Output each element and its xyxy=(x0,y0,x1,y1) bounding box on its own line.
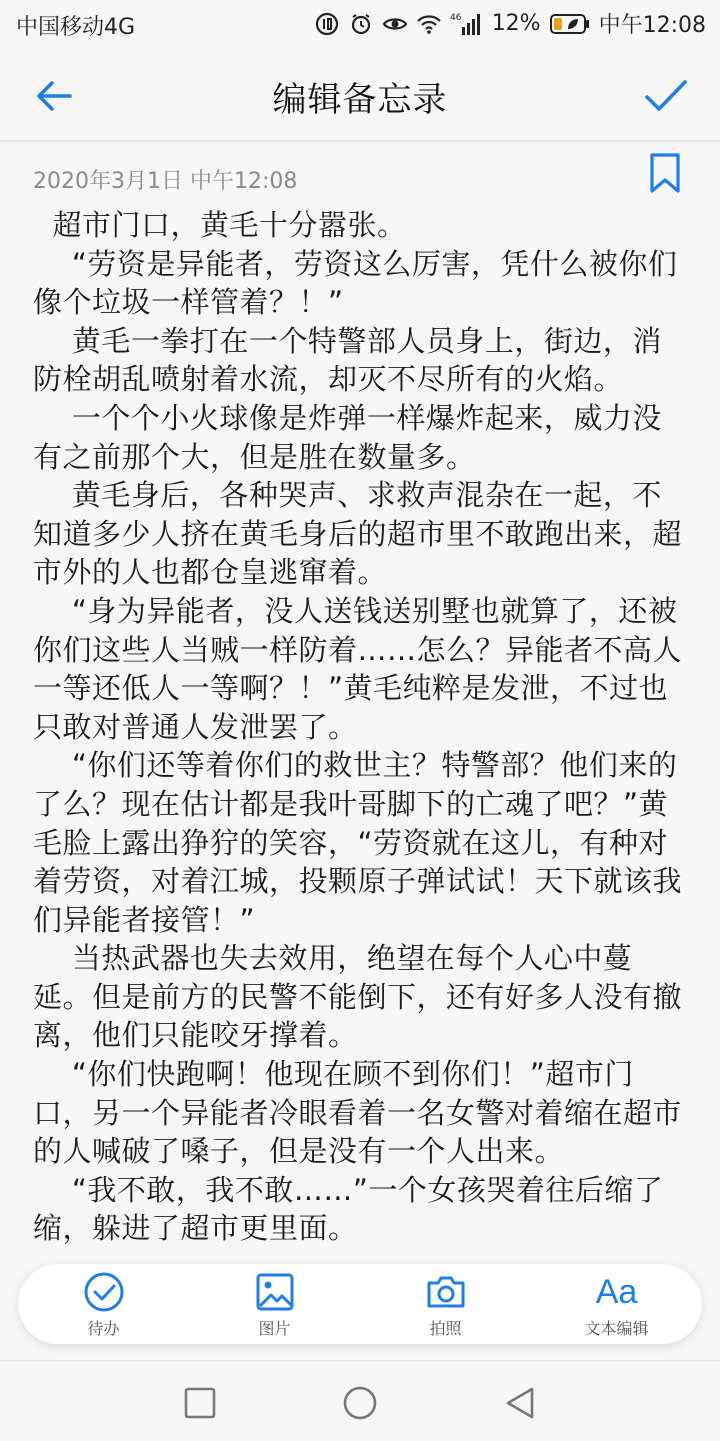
bottom-toolbar xyxy=(18,1264,702,1344)
home-button[interactable] xyxy=(340,1383,380,1423)
confirm-button[interactable] xyxy=(642,72,690,120)
carrier-label: 中国移动4G xyxy=(16,15,136,40)
alarm-icon xyxy=(348,11,374,37)
status-bar xyxy=(0,0,720,48)
check-icon xyxy=(642,72,690,120)
note-editor[interactable] xyxy=(0,142,720,1360)
bookmark-icon xyxy=(648,152,682,194)
eye-comfort-icon xyxy=(382,11,408,37)
text-format-icon: Aa xyxy=(595,1272,638,1311)
battery-icon xyxy=(549,11,591,37)
battery-percent: 12% xyxy=(491,11,541,36)
triangle-back-icon xyxy=(500,1383,540,1423)
note-timestamp: 2020年3月1日 中午12:08 xyxy=(33,169,298,194)
photo-button[interactable] xyxy=(386,1270,506,1339)
photo-label: 拍照 xyxy=(429,1318,462,1338)
recent-apps-button[interactable] xyxy=(180,1383,220,1423)
todo-button[interactable] xyxy=(44,1270,164,1339)
signal-icon xyxy=(450,11,484,37)
system-nav-bar xyxy=(0,1360,720,1441)
title-bar xyxy=(0,48,720,140)
text-edit-button[interactable] xyxy=(557,1270,677,1339)
todo-label: 待办 xyxy=(87,1318,120,1338)
square-icon xyxy=(180,1383,220,1423)
image-button[interactable] xyxy=(215,1270,335,1339)
status-icons xyxy=(314,8,706,39)
note-content[interactable]: 超市门口，黄毛十分嚣张。 “劳资是异能者，劳资这么厉害，凭什么被你们像个垃圾一样管着？！” 黄毛一拳打在一个特警部人员身上，街边，消防栓胡乱喷射着水流，却灭不尽所有的火焰。 一个个小火球像是炸弹一样爆炸起来，威力没有之前那个大，但是胜在数量多。 黄毛身后，各种哭声、求救声混杂在一起，不知道多少人挤在黄毛身后的超市里不敢跑出来，超市外的人也都仓皇逃窜着。 “身为异能者，没人送钱送别墅也就算了，还被你们这些人当贼一样防着……怎么？异能者不高人一等还低人一等啊？！”黄毛纯粹是发泄，不过也只敢对普通人发泄罢了。 “你们还等着你们的救世主？特警部？他们来的了么？现在估计都是我叶哥脚下的亡魂了吧？”黄毛脸上露出狰狞的笑容，“劳资就在这儿，有种对着劳资，对着江城，投颗原子弹试试！天下就该我们异能者接管！” 当热武器也失去效用，绝望在每个人心中蔓延。但是前方的民警不能倒下，还有好多人没有撤离，他们只能咬牙撑着。 “你们快跑啊！他现在顾不到你们！”超市门口，另一个异能者冷眼看着一名女警对着缩在超市的人喊破了嗓子，但是没有一个人出来。 “我不敢，我不敢……”一个女孩哭着往后缩了缩，躲进了超市更里面。 xyxy=(33,208,683,1246)
data-saver-icon xyxy=(314,11,340,37)
camera-icon xyxy=(424,1270,468,1314)
page-title: 编辑备忘录 xyxy=(272,80,448,120)
image-icon xyxy=(253,1270,297,1314)
nav-back-button[interactable] xyxy=(500,1383,540,1423)
svg-text:46: 46 xyxy=(449,12,462,23)
text-edit-label: 文本编辑 xyxy=(584,1318,649,1338)
clock-label: 中午12:08 xyxy=(598,13,706,38)
circle-icon xyxy=(340,1383,380,1423)
image-label: 图片 xyxy=(258,1318,291,1338)
bookmark-button[interactable] xyxy=(648,152,682,194)
check-circle-icon xyxy=(82,1270,126,1314)
wifi-icon xyxy=(416,11,442,37)
